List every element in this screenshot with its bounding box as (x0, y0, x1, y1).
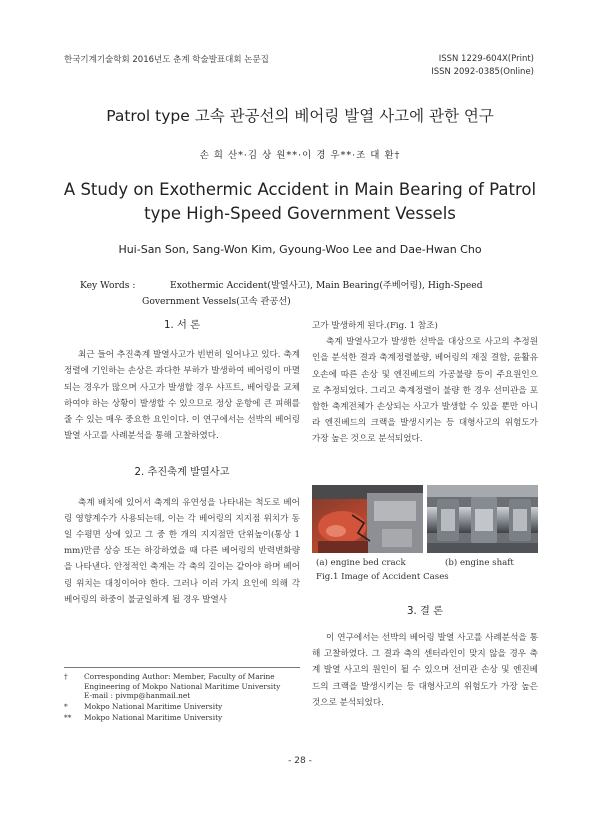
footnote-mark-star: * (64, 702, 68, 711)
figure-1 (312, 485, 538, 553)
figure-caption-b: (b) engine shaft (445, 558, 514, 568)
section-3-body: 이 연구에서는 선박의 베어링 발열 사고를 사례분석을 통해 고찰하였다. 그 결과 축의 센터라인이 맞지 않을 경우 축계 발열 사고의 원인이 될 수 있으며 선미관 손상 및 엔진베드의 크랙을 발생시키는 등 대형사고의 위험도가 가장 높은 것으로 분석되었다. (312, 633, 538, 708)
issn-print: ISSN 1229-604X(Print) (438, 54, 534, 64)
figure-caption: Fig.1 Image of Accident Cases (316, 572, 449, 582)
keywords-line1: Exothermic Accident(발열사고), Main Bearing(주베어링), High-Speed (170, 280, 483, 291)
section-2-body: 축계 배치에 있어서 축계의 유연성을 나타내는 척도로 베어링 영향계수가 사용되는데, 이는 각 베어링의 지지점 위치가 동일 수평면 상에 있고 그 중 한 개의 지지점만 단위높이(통상 1 mm)만큼 상승 또는 하강하였을 때 다른 베어링의 반력변화량을 나타낸다. 안정적인 축계는 각 축의 길이는 같아야 하며 베어링 위치는 대칭이어야 한다. 그러나 이러 가지 요인에 의해 각 베어링의 하중이 불균일하게 될 경우 발열사 (64, 497, 300, 605)
footnote-rule (64, 667, 300, 668)
figure-caption-a: (a) engine bed crack (316, 558, 406, 568)
footnote-affiliation-2: ** Mokpo National Maritime University (64, 713, 223, 722)
section-3-body-wrap (312, 630, 538, 711)
footnote-affiliation-1: * Mokpo National Maritime University (64, 702, 223, 711)
title-korean: Patrol type 고속 관공선의 베어링 발열 사고에 관한 연구 (106, 107, 494, 125)
footnote-mark-double-star: ** (64, 713, 72, 722)
keywords (80, 278, 528, 310)
authors-english: Hui-San Son, Sang-Won Kim, Gyoung-Woo Lee and Dae-Hwan Cho (118, 243, 482, 256)
engine-bed-crack-image (312, 485, 423, 553)
section-3 (312, 602, 538, 617)
issn-online: ISSN 2092-0385(Online) (431, 67, 534, 77)
right-column (312, 318, 538, 448)
keywords-label: Key Words : (80, 280, 136, 291)
title-english (60, 178, 540, 226)
title-english-line1: A Study on Exothermic Accident in Main Bearing of Patrol (63, 180, 537, 199)
footnote-mark-dagger: † (64, 672, 68, 681)
authors-korean: 손 희 산*·김 상 원**·이 경 우**·조 대 환† (199, 150, 401, 161)
section-1-body: 최근 들어 추진축계 발열사고가 빈번히 일어나고 있다. 축계정렬에 기인하는 손상은 과다한 부하가 발생하여 베어링이 마멸되는 경우가 많으며 사고가 발생할 경우 샤프트, 베어링을 교체하여야 하는 상황이 발생할 수 있으므로 정상 운항에 큰 피해를 줄 수 있는 매우 중요한 요인이다. 이 연구에서는 선박의 베어링 발열 사고를 사례분석을 통해 고찰하였다. (64, 350, 300, 442)
section-2-continued-first: 고가 발생하게 된다.(Fig. 1 참조) (312, 321, 438, 331)
title-english-line2: type High-Speed Government Vessels (144, 204, 456, 223)
keywords-line2: Government Vessels(고속 관공선) (142, 296, 291, 307)
section-3-title: 3. 결 론 (407, 606, 443, 617)
section-2-title: 2. 추진축계 발열사고 (134, 467, 230, 479)
section-2-continued-body: 축계 발열사고가 발생한 선박을 대상으로 사고의 추정원인을 분석한 결과 축계정렬불량, 베어링의 재질 결함, 윤활유 오손에 따른 손상 및 엔진베드의 가공불량 등이 주요원인으로 추정되었다. 그리고 축계정렬이 불량 한 경우 선미관을 포함한 축계전체가 손상되는 사고가 발생할 수 있을 뿐만 아니라 엔진베드의 크랙을 발생시키는 등 대형사고의 위험도가 가장 높은 것으로 분석되었다. (312, 337, 538, 445)
section-1-title: 1. 서 론 (164, 320, 200, 331)
journal-header: 한국기계기술학회 2016년도 춘계 학술발표대회 논문집 (64, 55, 269, 65)
engine-shaft-image (427, 485, 538, 553)
issn-block (431, 53, 534, 79)
page-number: - 28 - (288, 756, 312, 766)
left-column (64, 318, 300, 608)
footnote-corresponding: † Corresponding Author: Member, Faculty of Marine Engineering of Mokpo National Maritime University E-mail : pivmp@hanmail.net (64, 672, 281, 700)
